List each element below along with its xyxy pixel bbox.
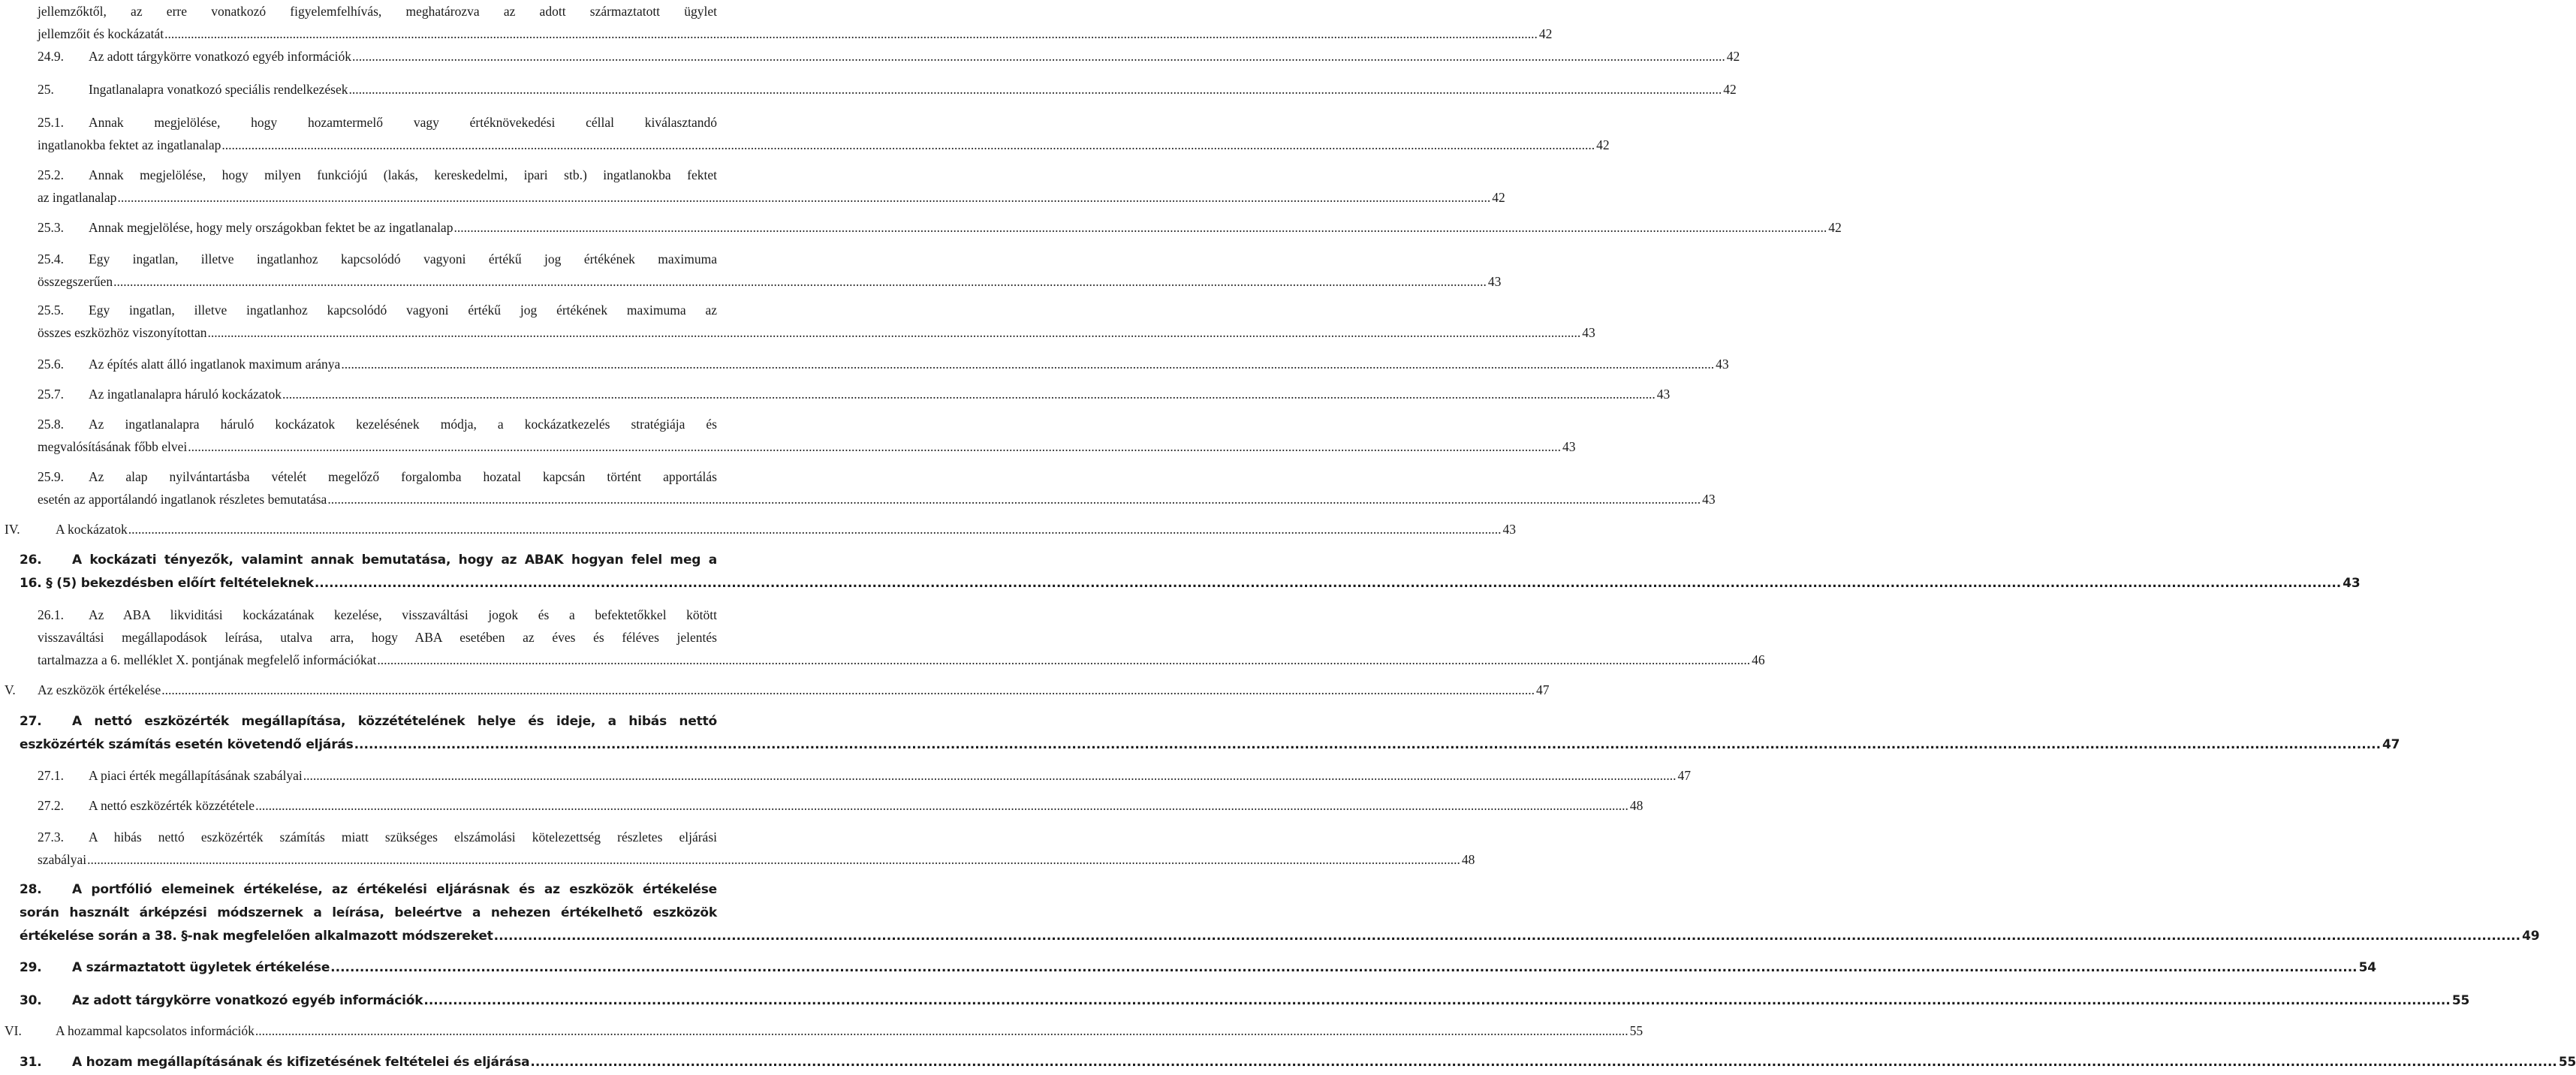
toc-entry-title: Az építés alatt álló ingatlanok maximum aránya [89,357,341,372]
toc-page-number: 55 [2451,993,2470,1008]
toc-page-number: 43 [1502,522,1516,537]
toc-entry-title: összes eszközhöz viszonyítottan [38,325,207,340]
toc-entry-title: Egy ingatlan, illetve ingatlanhoz kapcsolódó vagyoni értékű jog értékének maximuma [89,251,717,266]
toc-entry-number: 27.1. [38,768,64,783]
toc-line [0,764,1691,787]
toc-page-number: 49 [2522,929,2540,944]
toc-entry-title: értékelése során a 38. §-nak megfelelően alkalmazott módszereket [20,929,493,944]
toc-entry-number: 25.7. [38,387,64,402]
toc-entry[interactable] [0,826,1475,871]
toc-line [0,604,717,626]
toc-page-number: 42 [1492,190,1505,205]
toc-entry[interactable] [0,1051,2576,1074]
toc-entry-title: Annak megjelölése, hogy hozamtermelő vagy értéknövekedési céllal kiválasztandó [89,115,717,130]
toc-page-number: 42 [1538,26,1553,41]
dot-leader [221,134,1595,156]
toc-entry-number: 25.9. [38,469,64,484]
toc-entry[interactable] [0,216,1842,239]
toc-line [0,45,1740,68]
toc-entry-number: 25.2. [38,167,64,182]
toc-entry[interactable] [0,1019,1644,1042]
toc-page-number: 55 [2558,1055,2576,1070]
toc-line [0,270,1502,293]
toc-page-number: 42 [1596,137,1610,152]
toc-line [0,435,1576,458]
toc-entry-title: A hozam megállapításának és kifizetésének feltételei és eljárása [72,1055,530,1070]
toc-line [0,383,1671,405]
toc-entry[interactable] [0,710,2400,757]
toc-entry-title: összegszerűen [38,274,113,289]
toc-line [0,794,1644,817]
toc-entry-number: 25.5. [38,303,64,318]
toc-page-number: 43 [2343,576,2361,591]
toc-entry-title: A nettó eszközérték közzététele [89,798,255,813]
toc-entry-title: során használt árképzési módszernek a leírása, beleértve a nehezen értékelhető eszközök [20,905,717,920]
dot-leader [327,488,1701,510]
toc-line [0,902,717,925]
toc-entry-title: Egy ingatlan, illetve ingatlanhoz kapcsolódó vagyoni értékű jog értékének maximuma az [89,303,717,318]
dot-leader [208,321,1581,344]
toc-entry-title: ingatlanokba fektet az ingatlanalap [38,137,221,152]
toc-entry-title: tartalmazza a 6. melléklet X. pontjának megfelelő információkat [38,652,377,667]
toc-line [0,134,1610,156]
toc-line [0,23,1553,45]
toc-entry[interactable] [0,794,1644,817]
toc-page-number: 43 [1487,274,1502,289]
toc-line [0,848,1475,871]
dot-leader [164,23,1538,45]
toc-entry[interactable] [0,413,1576,458]
toc-entry[interactable] [0,78,1737,101]
toc-line [0,710,717,733]
dot-leader [315,572,2341,595]
toc-entry[interactable] [0,248,1502,293]
toc-page-number: 55 [1629,1023,1644,1038]
toc-entry[interactable] [0,465,1716,510]
toc-entry[interactable] [0,679,1550,701]
toc-entry-title: Annak megjelölése, hogy mely országokban fektet be az ingatlanalap [89,220,453,235]
dot-leader [117,186,1490,209]
toc-page-number: 48 [1461,852,1475,867]
toc-entry-number: 28. [20,882,42,897]
toc-line [0,733,2400,757]
toc-line [0,989,2470,1013]
dot-leader [341,353,1714,375]
dot-leader [330,956,2357,980]
toc-entry-title: A kockázatok [56,522,128,537]
toc-entry[interactable] [0,45,1740,68]
toc-line [0,413,717,435]
dot-leader [494,925,2520,948]
toc-page-number: 42 [1828,220,1842,235]
toc-line [0,0,717,23]
toc-entry-number: 25.1. [38,115,64,130]
toc-entry-title: A piaci érték megállapításának szabályai [89,768,303,783]
toc-line [0,248,717,270]
toc-entry[interactable] [0,0,1553,45]
dot-leader [87,848,1460,871]
toc-line [0,549,717,572]
toc-entry-number: IV. [5,522,20,537]
dot-leader [377,649,1750,671]
toc-page-number: 47 [2382,737,2400,752]
dot-leader [453,216,1827,239]
toc-page-number: 43 [1582,325,1595,340]
toc-line [0,679,1550,701]
toc-page-number: 43 [1656,387,1671,402]
toc-page-number: 42 [1726,49,1740,64]
dot-leader [161,679,1535,701]
toc-entry-title: A nettó eszközérték megállapítása, közzétételének helye és ideje, a hibás nettó [72,714,717,729]
toc-line [0,956,2376,980]
toc-entry-title: A hibás nettó eszközérték számítás miatt szükséges elszámolási kötelezettség részletes eljárási [89,830,717,845]
toc-entry[interactable] [0,353,1729,375]
toc-entry-number: 25.8. [38,417,64,432]
toc-entry-number: 25. [38,82,54,97]
toc-entry-number: 30. [20,993,42,1008]
toc-line [0,649,1765,671]
toc-entry-title: 16. § (5) bekezdésben előírt feltételeknek [20,576,314,591]
toc-page-number: 48 [1629,798,1644,813]
dot-leader [255,794,1628,817]
toc-line [0,626,717,649]
toc-entry-number: 27. [20,714,42,729]
dot-leader [188,435,1561,458]
dot-leader [354,733,2381,757]
toc-entry-number: 26. [20,553,42,568]
toc-line [0,1019,1644,1042]
toc-entry-title: visszaváltási megállapodások leírása, utalva arra, hogy ABA esetében az éves és féléves jelentés [38,630,717,645]
toc-line [0,465,717,488]
toc-line [0,878,717,902]
toc-line [0,518,1516,541]
toc-entry[interactable] [0,111,1610,156]
toc-entry-title: Annak megjelölése, hogy milyen funkciójú (lakás, kereskedelmi, ipari stb.) ingatlanokba fektet [89,167,717,182]
toc-entry[interactable] [0,299,1595,344]
toc-entry-title: jellemzőktől, az erre vonatkozó figyelemfelhívás, meghatározva az adott származtatott ügylet [38,4,717,19]
dot-leader [530,1051,2556,1074]
toc-entry[interactable] [0,383,1671,405]
toc-entry-number: 25.4. [38,251,64,266]
toc-line [0,488,1716,510]
toc-entry-title: Az ingatlanalapra háruló kockázatok [89,387,282,402]
toc-entry[interactable] [0,164,1505,209]
toc-page-number: 43 [1716,357,1729,372]
toc-line [0,111,717,134]
dot-leader [128,518,1502,541]
dot-leader [282,383,1656,405]
toc-entry-title: A portfólió elemeinek értékelése, az értékelési eljárásnak és az eszközök értékelése [72,882,717,897]
toc-entry-title: A hozammal kapcsolatos információk [56,1023,255,1038]
toc-line [0,216,1842,239]
toc-page-number: 42 [1723,82,1737,97]
toc-entry-number: VI. [5,1023,22,1038]
toc-entry-number: 31. [20,1055,42,1070]
toc-page-number: 43 [1702,492,1716,507]
dot-leader [113,270,1487,293]
toc-line [0,1051,2576,1074]
toc-line [0,78,1737,101]
toc-page-number: 46 [1752,652,1765,667]
toc-entry-title: az ingatlanalap [38,190,117,205]
toc-entry-title: esetén az apportálandó ingatlanok részletes bemutatása [38,492,327,507]
toc-entry-number: V. [5,682,16,697]
toc-page-number: 43 [1562,439,1576,454]
toc-entry-title: jellemzőit és kockázatát [38,26,164,41]
toc-line [0,299,717,321]
toc-entry-number: 26.1. [38,607,64,622]
toc-line [0,572,2361,595]
toc-entry-title: megvalósításának főbb elvei [38,439,188,454]
toc-entry-number: 24.9. [38,49,64,64]
toc-entry[interactable] [0,764,1691,787]
dot-leader [423,989,2450,1013]
toc-entry-title: eszközérték számítás esetén követendő eljárás [20,737,354,752]
dot-leader [303,764,1677,787]
toc-entry-title: Az eszközök értékelése [38,682,161,697]
toc-entry-title: szabályai [38,852,87,867]
toc-line [0,353,1729,375]
toc-page-number: 54 [2358,960,2376,975]
dot-leader [348,78,1722,101]
toc-entry-number: 29. [20,960,42,975]
toc-entry-number: 25.3. [38,220,64,235]
toc-entry[interactable] [0,518,1516,541]
toc-entry-title: Az adott tárgykörre vonatkozó egyéb információk [89,49,352,64]
toc-entry-number: 25.6. [38,357,64,372]
toc-entry-title: Az alap nyilvántartásba vételét megelőző forgalomba hozatal kapcsán történt apportálás [89,469,717,484]
toc-line [0,925,2540,948]
toc-entry-title: A származtatott ügyletek értékelése [72,960,330,975]
toc-entry-number: 27.2. [38,798,64,813]
toc-entry[interactable] [0,604,1765,671]
toc-entry-title: Az ingatlanalapra háruló kockázatok kezelésének módja, a kockázatkezelés stratégiája és [89,417,717,432]
toc-line [0,186,1505,209]
toc-entry-title: Ingatlanalapra vonatkozó speciális rendelkezések [89,82,348,97]
toc-page-number: 47 [1535,682,1550,697]
toc-line [0,826,717,848]
toc-line [0,164,717,186]
toc-entry[interactable] [0,549,2361,595]
toc-entry[interactable] [0,878,2540,948]
toc-entry-title: Az ABA likviditási kockázatának kezelése, visszaváltási jogok és a befektetőkkel kötött [89,607,717,622]
toc-line [0,321,1595,344]
toc-entry[interactable] [0,956,2376,980]
toc-entry[interactable] [0,989,2470,1013]
toc-entry-title: A kockázati tényezők, valamint annak bemutatása, hogy az ABAK hogyan felel meg a [72,553,717,568]
toc-entry-number: 27.3. [38,830,64,845]
dot-leader [352,45,1725,68]
toc-entry-title: Az adott tárgykörre vonatkozó egyéb információk [72,993,423,1008]
dot-leader [255,1019,1628,1042]
toc-page-number: 47 [1677,768,1691,783]
